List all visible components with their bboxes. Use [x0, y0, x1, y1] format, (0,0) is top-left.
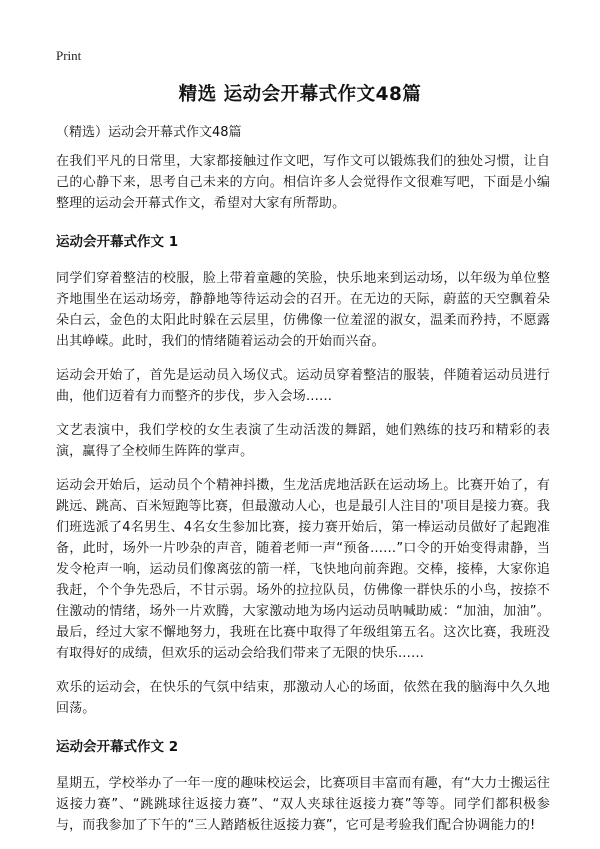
paragraph: 同学们穿着整洁的校服，脸上带着童趣的笑脸，快乐地来到运动场，以年级为单位整齐地围坐在运动场旁，静静地等待运动会的召开。在无边的天际，蔚蓝的天空飘着朵朵白云，金色的太阳此时躲在云层里，仿佛像一位羞涩的淑女，温柔而矜持，不愿露出其峥嵘。此时，我们的情绪随着运动会的开始而兴奋。: [56, 271, 550, 349]
paragraph: 星期五，学校举办了一年一度的趣味校运会，比赛项目丰富而有趣，有“大力士搬运往返接力赛”、“跳跳球往返接力赛”、“双人夹球往返接力赛”等等。同学们都积极参与，而我参加了下午的“三人踏踏板往返接力赛”，它可是考验我们配合协调能力的!: [56, 776, 550, 833]
paragraph: 文艺表演中，我们学校的女生表演了生动活泼的舞蹈，她们熟练的技巧和精彩的表演，赢得了全校师生阵阵的掌声。: [56, 423, 550, 459]
paragraph: 欢乐的运动会，在快乐的气氛中结束，那激动人心的场面，依然在我的脑海中久久地回荡。: [56, 680, 550, 716]
paragraph: 运动会开始后，运动员个个精神抖擞，生龙活虎地活跃在运动场上。比赛开始了，有跳远、跳高、百米短跑等比赛，但最激动人心，也是最引人注目的'项目是接力赛。我们班选派了4名男生、4名女生参加比赛，接力赛开始后，第一棒运动员做好了起跑准备，此时，场外一片吵杂的声音，随着老师一声“预备……”口令的开始变得肃静，当发令枪声一响，运动员们像离弦的箭一样，飞快地向前奔跑。交棒，接棒，大家你追我赶，个个争先恐后，不甘示弱。场外的拉拉队员，仿佛像一群快乐的小鸟，按捺不住激动的情绪，场外一片欢腾，大家激动地为场内运动员呐喊助威：“加油，加油”。最后，经过大家不懈地努力，我班在比赛中取得了年级组第五名。这次比赛，我班没有取得好的成绩，但欢乐的运动会给我们带来了无限的快乐……: [56, 478, 550, 661]
section-heading: 运动会开幕式作文 2: [56, 739, 179, 755]
section-heading: 运动会开幕式作文 1: [56, 234, 179, 250]
page-title: 精选 运动会开幕式作文48篇: [178, 84, 422, 105]
print-link[interactable]: Print: [56, 48, 82, 63]
page-subtitle: （精选）运动会开幕式作文48篇: [56, 125, 242, 140]
intro-paragraph: 在我们平凡的日常里，大家都接触过作文吧，写作文可以锻炼我们的独处习惯，让自己的心静下来，思考自己未来的方向。相信许多人会觉得作文很难写吧，下面是小编整理的运动会开幕式作文，希望对大家有所帮助。: [56, 154, 550, 211]
paragraph: 运动会开始了，首先是运动员入场仪式。运动员穿着整洁的服装，伴随着运动员进行曲，他们迈着有力而整齐的步伐，步入会场……: [56, 368, 550, 404]
article-body: [56, 151, 550, 849]
